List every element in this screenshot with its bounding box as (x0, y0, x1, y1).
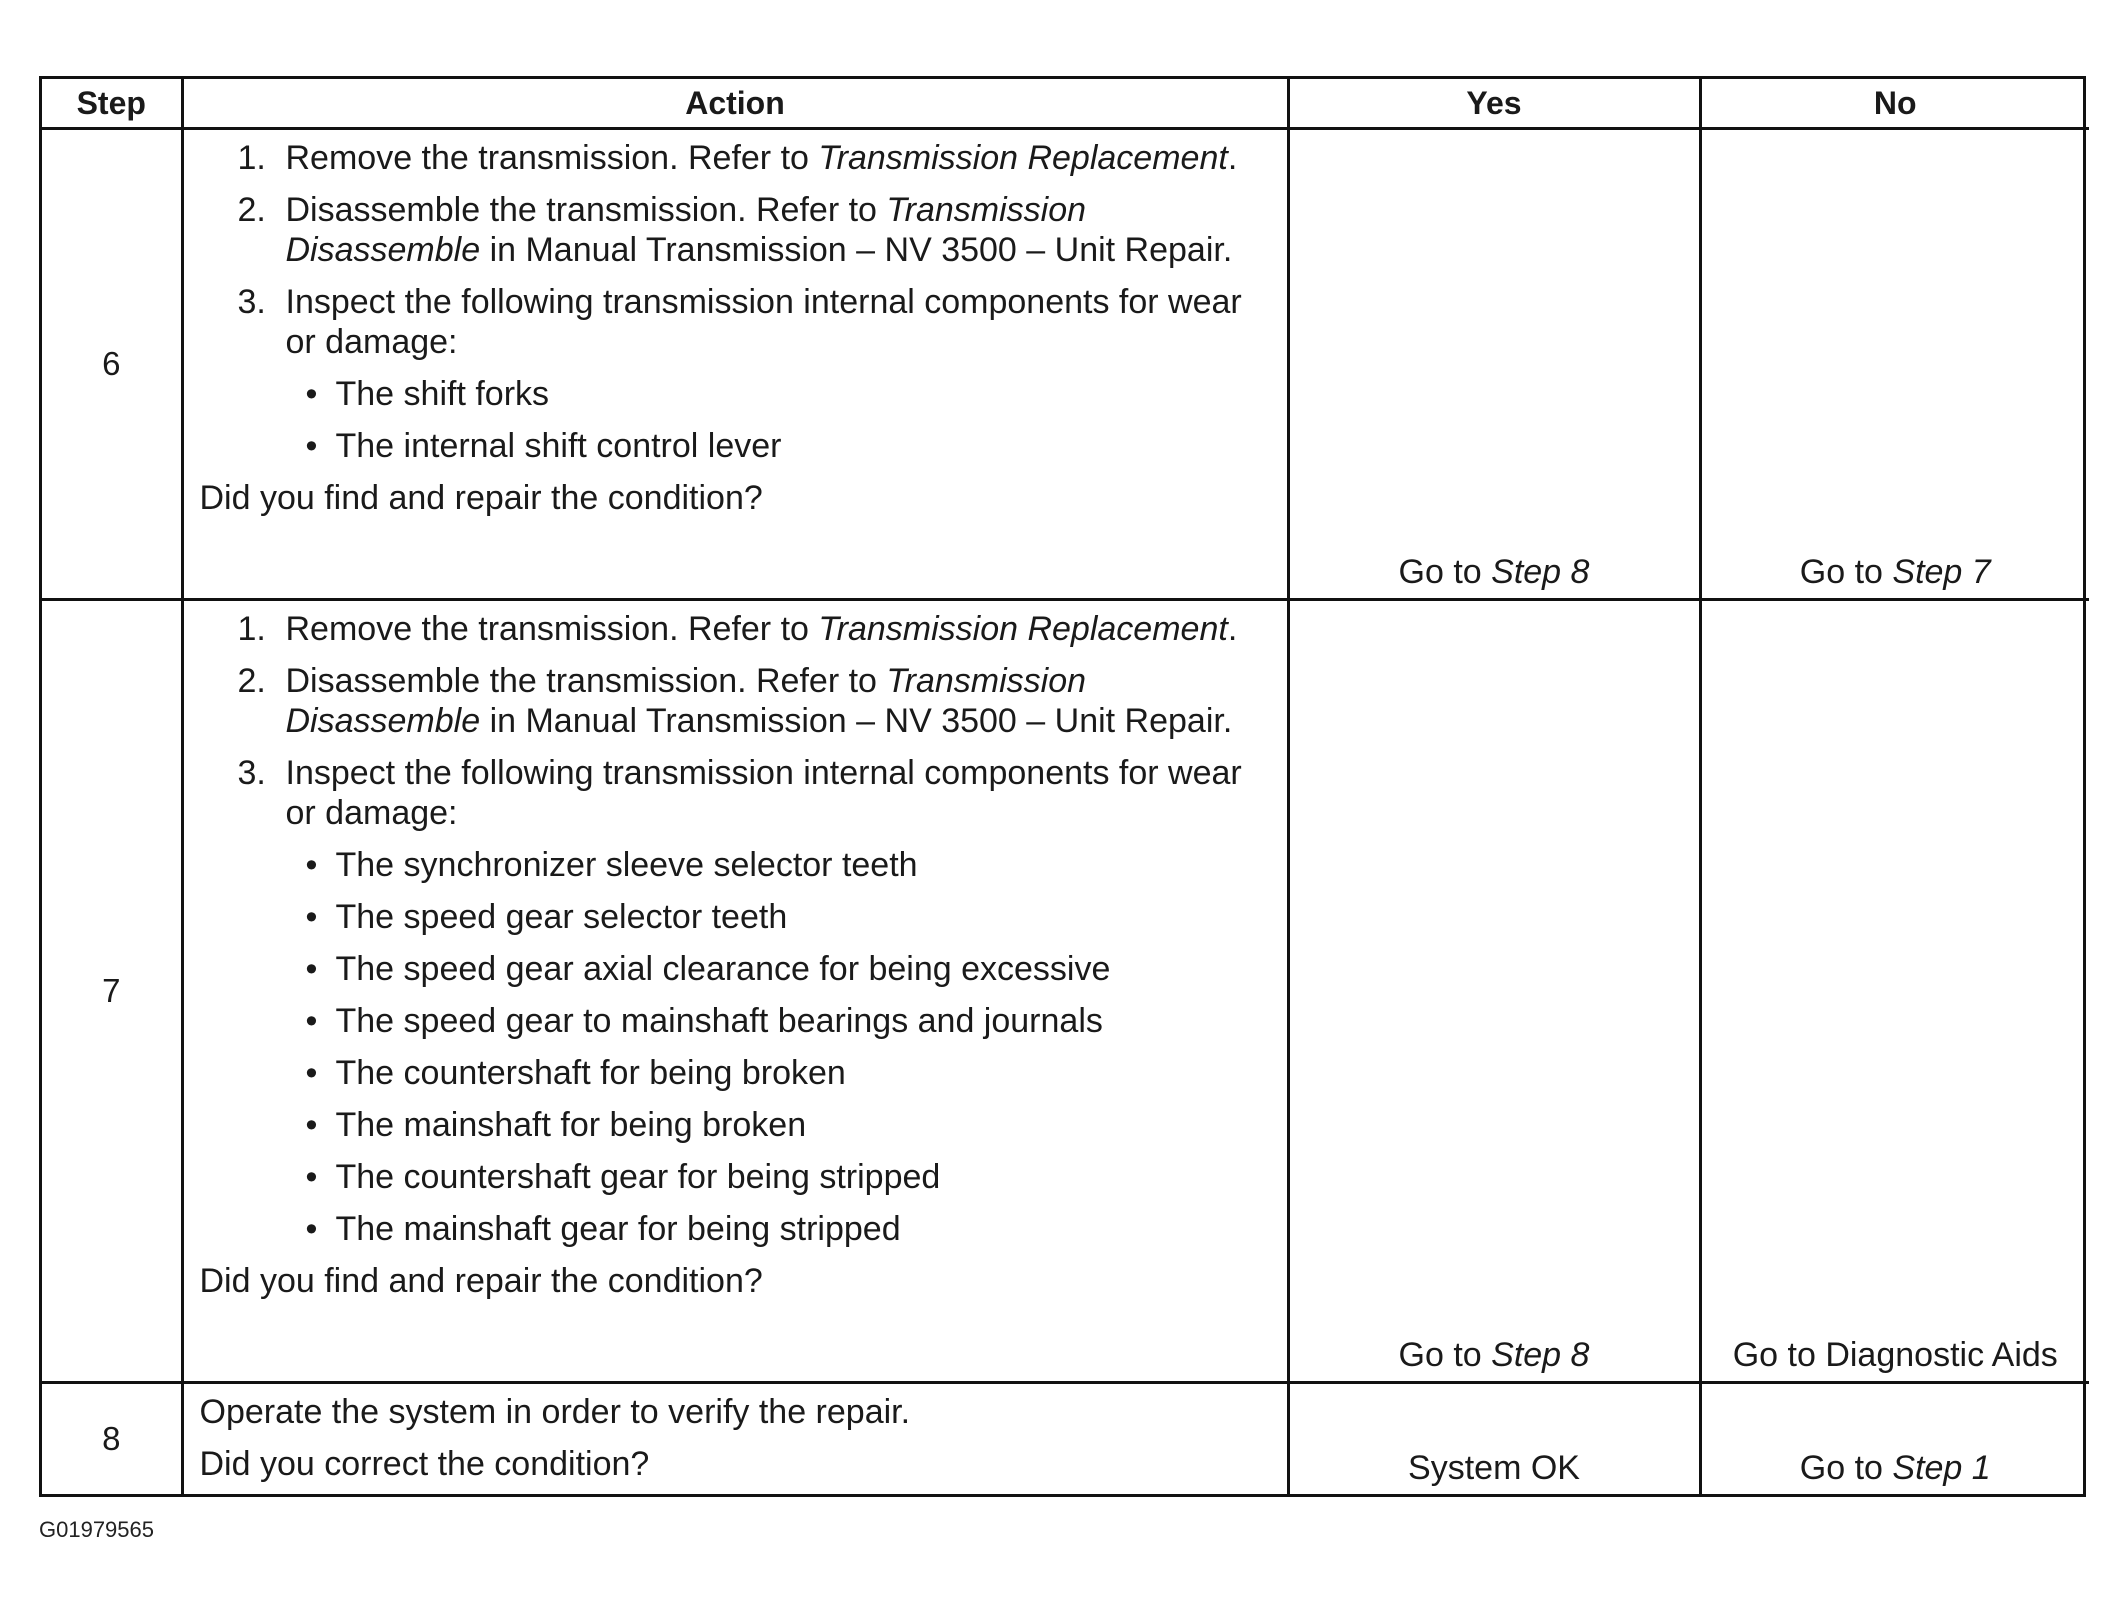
no-outcome: Go to Diagnostic Aids (1700, 600, 2089, 1383)
item-text: Inspect the following transmission internal components for wear or damage: (285, 283, 1242, 361)
bullet-item: • The speed gear selector teeth (305, 898, 788, 936)
bullet-icon: • (305, 1158, 318, 1196)
question-text: Did you find and repair the condition? (199, 1262, 763, 1300)
yes-outcome: Go to Step 8 (1288, 129, 1700, 600)
yes-outcome: System OK (1288, 1383, 1700, 1495)
header-row (42, 79, 2089, 129)
bullet-item: • The shift forks (305, 375, 550, 413)
header-action: Action (182, 79, 1288, 129)
reference-link: Transmission Replacement (818, 139, 1228, 177)
item-number: 2. (237, 191, 266, 229)
bullet-icon: • (305, 898, 318, 936)
item-number: 1. (237, 139, 266, 177)
bullet-item: • The mainshaft gear for being stripped (305, 1210, 901, 1248)
action-item (238, 190, 1267, 270)
reference-link: Transmission Disassemble (285, 662, 1087, 740)
bullet-icon: • (305, 427, 318, 465)
bullet-icon: • (305, 846, 318, 884)
bullet-icon: • (305, 950, 318, 988)
item-number: 1. (237, 610, 266, 648)
table-row-step-6 (42, 129, 2089, 600)
no-outcome: Go to Step 7 (1700, 129, 2089, 600)
item-text: Disassemble the transmission. Refer to Transmission Disassemble in Manual Transmission – NV 3500 – Unit Repair. (285, 662, 1233, 740)
bullet-item: • The synchronizer sleeve selector teeth (305, 846, 918, 884)
header-no: No (1700, 79, 2089, 129)
header-yes: Yes (1288, 79, 1700, 129)
bullet-icon: • (305, 1106, 318, 1144)
table-row-step-7 (42, 600, 2089, 1383)
header-step: Step (42, 79, 182, 129)
action-text: Operate the system in order to verify the repair. (199, 1393, 911, 1431)
bullet-icon: • (305, 1002, 318, 1040)
bullet-item: • The internal shift control lever (305, 427, 782, 465)
action-cell (182, 600, 1288, 1383)
step-number: 8 (42, 1383, 182, 1495)
bullet-item: • The speed gear to mainshaft bearings and journals (305, 1002, 1103, 1040)
reference-link: Transmission Replacement (818, 610, 1228, 648)
bullet-item: • The countershaft for being broken (305, 1054, 846, 1092)
item-number: 3. (237, 754, 266, 792)
item-text: Disassemble the transmission. Refer to Transmission Disassemble in Manual Transmission – NV 3500 – Unit Repair. (285, 191, 1233, 269)
question-text: Did you correct the condition? (199, 1445, 650, 1483)
step-number: 7 (42, 600, 182, 1383)
action-item (238, 282, 1267, 362)
bullet-icon: • (305, 375, 318, 413)
action-item (238, 138, 1267, 178)
action-cell (182, 1383, 1288, 1495)
item-text: Remove the transmission. Refer to Transmission Replacement. (285, 139, 1238, 177)
bullet-item: • The countershaft gear for being stripped (305, 1158, 941, 1196)
bullet-icon: • (305, 1210, 318, 1248)
diagnostic-table-frame (39, 76, 2086, 1497)
bullet-icon: • (305, 1054, 318, 1092)
action-item (238, 661, 1267, 741)
item-text: Inspect the following transmission internal components for wear or damage: (285, 754, 1242, 832)
yes-outcome: Go to Step 8 (1288, 600, 1700, 1383)
diagnostic-table (42, 79, 2089, 1494)
question-text: Did you find and repair the condition? (199, 479, 763, 517)
bullet-item: • The speed gear axial clearance for being excessive (305, 950, 1111, 988)
item-number: 3. (237, 283, 266, 321)
bullet-item: • The mainshaft for being broken (305, 1106, 807, 1144)
item-text: Remove the transmission. Refer to Transmission Replacement. (285, 610, 1238, 648)
action-item (238, 609, 1267, 649)
no-outcome: Go to Step 1 (1700, 1383, 2089, 1495)
figure-id: G01979565 (39, 1517, 154, 1542)
reference-link: Transmission Disassemble (285, 191, 1087, 269)
action-item (238, 753, 1267, 833)
item-number: 2. (237, 662, 266, 700)
action-cell (182, 129, 1288, 600)
table-row-step-8 (42, 1383, 2089, 1495)
step-number: 6 (42, 129, 182, 600)
